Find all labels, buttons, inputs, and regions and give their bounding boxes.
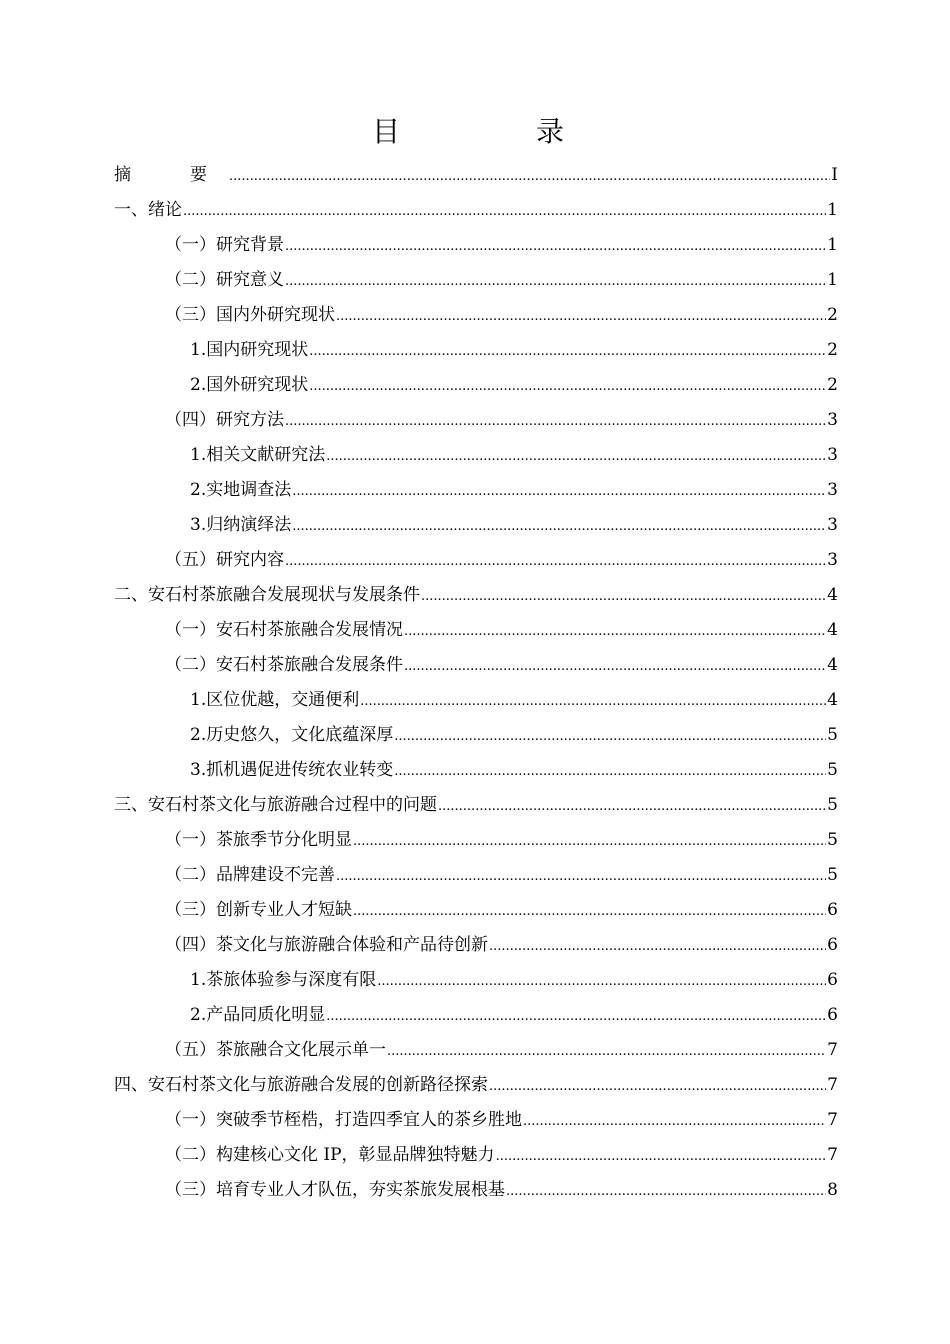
toc-entry[interactable] bbox=[0, 263, 950, 298]
toc-entry[interactable] bbox=[0, 788, 950, 823]
toc-entry[interactable] bbox=[0, 1138, 950, 1173]
toc-entry-page-number: 6 bbox=[827, 970, 838, 990]
toc-entry-page-number: 2 bbox=[827, 305, 838, 325]
dot-leader bbox=[353, 824, 826, 859]
toc-entry[interactable] bbox=[0, 578, 950, 613]
toc-entry[interactable] bbox=[0, 508, 950, 543]
toc-entry-label: 2.实地调查法 bbox=[190, 480, 292, 500]
dot-leader bbox=[394, 719, 826, 754]
dot-leader bbox=[285, 229, 826, 264]
dot-leader bbox=[377, 964, 826, 999]
toc-entry-page-number: 5 bbox=[827, 725, 838, 745]
dot-leader bbox=[438, 789, 826, 824]
dot-leader bbox=[285, 264, 826, 299]
toc-entry-label: 1.国内研究现状 bbox=[190, 340, 309, 360]
dot-leader bbox=[183, 194, 826, 229]
dot-leader bbox=[404, 614, 826, 649]
dot-leader bbox=[421, 579, 826, 614]
toc-entry-label: 2.产品同质化明显 bbox=[190, 1005, 326, 1025]
toc-entry-label: 摘 要 bbox=[114, 165, 228, 185]
toc-entry-label: （四）研究方法 bbox=[165, 410, 284, 430]
toc-entry-label: （一）茶旅季节分化明显 bbox=[165, 830, 352, 850]
table-of-contents bbox=[0, 158, 950, 1208]
toc-entry-page-number: 1 bbox=[827, 270, 838, 290]
toc-entry[interactable] bbox=[0, 158, 950, 193]
toc-entry[interactable] bbox=[0, 193, 950, 228]
toc-entry-label: （五）茶旅融合文化展示单一 bbox=[165, 1040, 386, 1060]
toc-entry-page-number: 4 bbox=[827, 585, 838, 605]
toc-entry-label: 一、绪论 bbox=[114, 200, 182, 220]
toc-entry[interactable] bbox=[0, 718, 950, 753]
toc-entry-page-number: 4 bbox=[827, 655, 838, 675]
dot-leader bbox=[387, 1034, 826, 1069]
toc-entry-page-number: 6 bbox=[827, 1005, 838, 1025]
toc-entry[interactable] bbox=[0, 543, 950, 578]
toc-entry-page-number: 2 bbox=[827, 340, 838, 360]
toc-entry-label: 1.茶旅体验参与深度有限 bbox=[190, 970, 377, 990]
toc-entry-page-number: 3 bbox=[827, 550, 838, 570]
dot-leader bbox=[292, 509, 826, 544]
toc-entry-label: （三）创新专业人才短缺 bbox=[165, 900, 352, 920]
toc-entry[interactable] bbox=[0, 998, 950, 1033]
toc-entry[interactable] bbox=[0, 753, 950, 788]
toc-entry-page-number: 7 bbox=[827, 1145, 838, 1165]
toc-entry-label: （三）国内外研究现状 bbox=[165, 305, 335, 325]
toc-entry[interactable] bbox=[0, 1033, 950, 1068]
dot-leader bbox=[489, 929, 826, 964]
toc-entry-label: （一）安石村茶旅融合发展情况 bbox=[165, 620, 403, 640]
toc-entry-label: 三、安石村茶文化与旅游融合过程中的问题 bbox=[114, 795, 437, 815]
toc-entry[interactable] bbox=[0, 298, 950, 333]
toc-entry-page-number: 7 bbox=[827, 1110, 838, 1130]
dot-leader bbox=[360, 684, 826, 719]
toc-entry[interactable] bbox=[0, 1173, 950, 1208]
toc-entry-page-number: 8 bbox=[827, 1180, 838, 1200]
toc-entry-page-number: 1 bbox=[827, 200, 838, 220]
dot-leader bbox=[229, 159, 830, 194]
toc-entry[interactable] bbox=[0, 683, 950, 718]
toc-entry-page-number: 7 bbox=[827, 1075, 838, 1095]
toc-entry-label: （二）研究意义 bbox=[165, 270, 284, 290]
toc-entry-page-number: 7 bbox=[827, 1040, 838, 1060]
dot-leader bbox=[292, 474, 826, 509]
toc-entry-label: （二）品牌建设不完善 bbox=[165, 865, 335, 885]
dot-leader bbox=[336, 299, 826, 334]
toc-entry[interactable] bbox=[0, 613, 950, 648]
toc-entry-page-number: 5 bbox=[827, 830, 838, 850]
toc-entry-page-number: 4 bbox=[827, 620, 838, 640]
dot-leader bbox=[326, 999, 826, 1034]
toc-entry-page-number: 3 bbox=[827, 410, 838, 430]
toc-entry-page-number: 5 bbox=[827, 760, 838, 780]
toc-entry[interactable] bbox=[0, 648, 950, 683]
dot-leader bbox=[506, 1174, 826, 1209]
toc-entry-page-number: 3 bbox=[827, 445, 838, 465]
toc-entry[interactable] bbox=[0, 858, 950, 893]
toc-entry-label: （一）研究背景 bbox=[165, 235, 284, 255]
toc-entry-label: 3.抓机遇促进传统农业转变 bbox=[190, 760, 394, 780]
toc-entry[interactable] bbox=[0, 228, 950, 263]
dot-leader bbox=[353, 894, 826, 929]
toc-entry[interactable] bbox=[0, 823, 950, 858]
toc-entry-page-number: 2 bbox=[827, 375, 838, 395]
toc-entry-label: （一）突破季节桎梏，打造四季宜人的茶乡胜地 bbox=[165, 1110, 522, 1130]
toc-entry-label: 二、安石村茶旅融合发展现状与发展条件 bbox=[114, 585, 420, 605]
toc-entry-page-number: I bbox=[831, 165, 838, 185]
toc-entry-page-number: 4 bbox=[827, 690, 838, 710]
toc-entry[interactable] bbox=[0, 403, 950, 438]
toc-entry-page-number: 6 bbox=[827, 900, 838, 920]
toc-entry[interactable] bbox=[0, 368, 950, 403]
toc-entry-label: （三）培育专业人才队伍，夯实茶旅发展根基 bbox=[165, 1180, 505, 1200]
dot-leader bbox=[394, 754, 826, 789]
toc-entry-label: 3.归纳演绎法 bbox=[190, 515, 292, 535]
dot-leader bbox=[496, 1139, 827, 1174]
toc-entry[interactable] bbox=[0, 963, 950, 998]
dot-leader bbox=[285, 404, 826, 439]
toc-entry-label: 1.区位优越，交通便利 bbox=[190, 690, 360, 710]
toc-entry[interactable] bbox=[0, 438, 950, 473]
toc-entry-label: （四）茶文化与旅游融合体验和产品待创新 bbox=[165, 935, 488, 955]
toc-entry-page-number: 5 bbox=[827, 865, 838, 885]
dot-leader bbox=[309, 369, 826, 404]
toc-entry[interactable] bbox=[0, 473, 950, 508]
dot-leader bbox=[326, 439, 826, 474]
toc-entry-page-number: 3 bbox=[827, 480, 838, 500]
page-title: 目 录 bbox=[371, 115, 618, 148]
toc-entry-label: 1.相关文献研究法 bbox=[190, 445, 326, 465]
dot-leader bbox=[309, 334, 826, 369]
toc-entry-page-number: 1 bbox=[827, 235, 838, 255]
dot-leader bbox=[404, 649, 826, 684]
toc-entry-label: 2.国外研究现状 bbox=[190, 375, 309, 395]
toc-entry[interactable] bbox=[0, 893, 950, 928]
toc-entry-label: 四、安石村茶文化与旅游融合发展的创新路径探索 bbox=[114, 1075, 488, 1095]
toc-entry[interactable] bbox=[0, 333, 950, 368]
toc-entry-page-number: 6 bbox=[827, 935, 838, 955]
dot-leader bbox=[336, 859, 826, 894]
toc-entry-label: （二）构建核心文化 IP，彰显品牌独特魅力 bbox=[165, 1145, 495, 1165]
toc-entry-label: （二）安石村茶旅融合发展条件 bbox=[165, 655, 403, 675]
dot-leader bbox=[523, 1104, 826, 1139]
toc-entry[interactable] bbox=[0, 1068, 950, 1103]
toc-entry[interactable] bbox=[0, 928, 950, 963]
toc-entry-page-number: 3 bbox=[827, 515, 838, 535]
dot-leader bbox=[489, 1069, 826, 1104]
toc-entry-label: 2.历史悠久，文化底蕴深厚 bbox=[190, 725, 394, 745]
toc-entry[interactable] bbox=[0, 1103, 950, 1138]
dot-leader bbox=[285, 544, 826, 579]
toc-entry-page-number: 5 bbox=[827, 795, 838, 815]
toc-entry-label: （五）研究内容 bbox=[165, 550, 284, 570]
